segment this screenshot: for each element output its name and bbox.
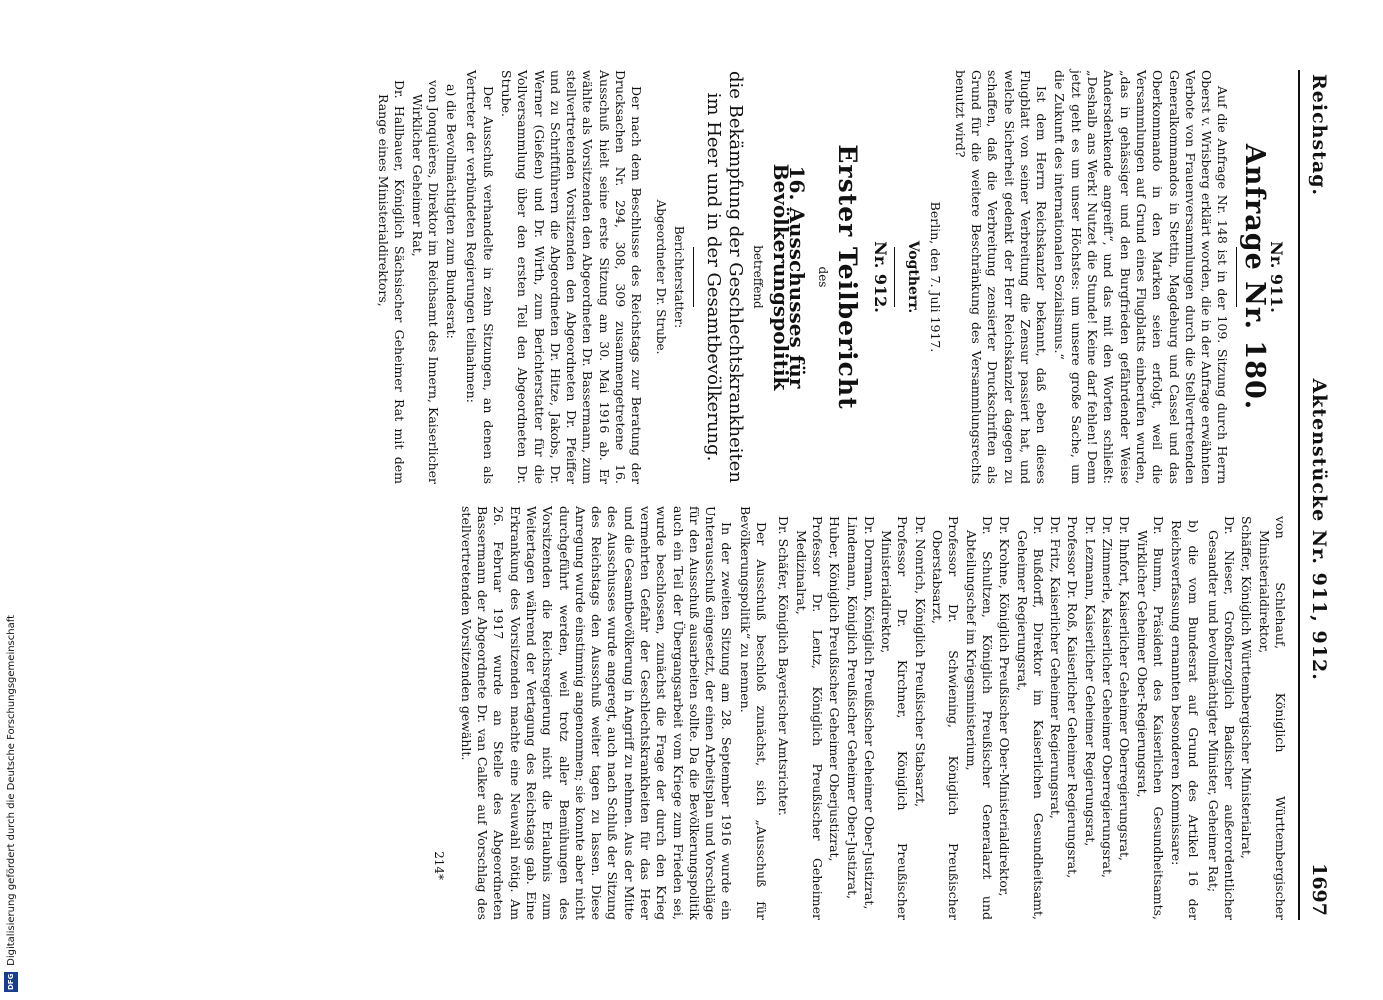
committee-title: 16. Ausschusses für Bevölkerungspolitik <box>768 163 809 391</box>
list-item: von Schlehauf, Königlich Württembergischer Ministerialdirektor, <box>1256 516 1288 920</box>
list-item: Dr. Hallbauer, Königlich Sächsischer Geheimer Rat mit dem Range eines Ministerialdirektors, <box>375 80 408 484</box>
nr-911-heading: Nr. 911. <box>1267 241 1286 313</box>
list-item: Dr. Krohne, Königlich Preußischer Ober-Ministerialdirektor, <box>997 516 1013 897</box>
list-item: von Jonquières, Direktor im Reichsamt des Innern, Kaiserlicher Wirklicher Geheimer Rat, <box>409 80 441 484</box>
anfrage-title: Anfrage Nr. 180. <box>1238 143 1270 411</box>
divider <box>1236 247 1237 307</box>
page-header <box>1298 70 1330 920</box>
report-subject: die Bekämpfung der Geschlechtskrankheiten im Heer und in der Gesamtbevölkerung. <box>702 70 746 484</box>
dfg-credit-strip <box>0 0 22 1000</box>
list-item: Dr. Fritz, Kaiserlicher Geheimer Regierungsrat, <box>1048 516 1064 819</box>
list-item: Schäffer, Königlich Württembergischer Ministerialrat, <box>1239 516 1255 859</box>
anfrage-text: Auf die Anfrage Nr. 148 ist in der 109. Sitzung durch Herrn Oberst v. Wrisberg erklärt worden, die in der Anfrage erwähnten Verbote von Frauenversammlungen durch die Stellvertretenden Generalkommandos in Stettin, Magdeburg und Cassel und das Oberkommando in den Marken seien erfolgt, weil die Versammlungen auf Grund eines Flugblatts einberufen wurden, „das in gehässiger und den Burgfrieden gefährdender Weise Andersdenkende angreift“, und das mit den Worten schließt: „Deshalb ans Werk! Nutzet die Stunde! Keine darf fehlen! Denn jetzt geht es um unser Höchstes: um unsere große Sache, um die Zukunft des internationalen Sozialismus.“ <box>1052 70 1231 484</box>
two-column-body <box>374 70 1298 920</box>
list-item: Dr. Zimmerle, Kaiserlicher Geheimer Oberregierungsrat, <box>1100 516 1116 878</box>
dateline: Berlin, den 7. Juli 1917. <box>928 201 944 353</box>
list-item: Dr. Lezmann, Kaiserlicher Geheimer Regierungsrat, <box>1082 516 1098 847</box>
report-title: Erster Teilbericht <box>833 144 863 410</box>
list-item: Dr. Bumm, Präsident des Kaiserlichen Gesundheitsamts, Wirklicher Geheimer Ober-Regierungsrat, <box>1134 516 1166 920</box>
list-item: Dr. Nonrich, Königlich Preußischer Stabsarzt, <box>912 516 928 808</box>
body-paragraph: Der nach dem Beschlusse des Reichstags zur Beratung der Drucksachen Nr. 294, 308, 309 zusammengetretene 16. Ausschuß hielt seine erste Sitzung am 30. Mai 1916 ab. Er wählte als Vorsitzenden den Abgeordneten Dr. Bassermann, zum stellvertretenden Vorsitzenden den Abgeordneten Dr. Pfeiffer und zu Schriftführern die Abgeordneten Dr. Hitze, Jakobs, Dr. Werner (Gießen) und Dr. Wirth, zum Berichterstatter für die Vollversammlung über den ersten Teil den Abgeordneten Dr. Strube. <box>499 70 645 484</box>
header-page-number: 1697 <box>1308 863 1330 916</box>
list-item: Professor Dr. Schwiening, Königlich Preußischer Oberstabsarzt, <box>930 516 962 920</box>
list-heading-a: a) die Bevollmächtigten zum Bundesrat: <box>444 84 460 339</box>
rapporteur-name: Abgeordneter Dr. Strube. <box>653 199 668 355</box>
divider <box>693 247 694 307</box>
dfg-logo-icon: DFG <box>4 972 18 992</box>
body-paragraph: In der zweiten Sitzung am 28. September 1916 wurde ein Unterausschuß eingesetzt, der einen Arbeitsplan und Vorschläge für den Ausschuß ausarbeiten sollte. Da die Bevölkerungspolitik auch ein Teil der Übergangsarbeit vom Kriege zum Frieden sei, wurde beschlossen, zunächst die Frage der durch den Krieg vermehrten Gefahr der Geschlechtskrankheiten für das Heer und die Gesamtbevölkerung in Angriff zu nehmen. Aus der Mitte des Ausschusses wurde angeregt, auch nach Schluß der Sitzung des Reichstags den Ausschuß weiter tagen zu lassen. Diese Anregung wurde einstimmig angenommen; sie konnte aber nicht durchgeführt werden, weil trotz aller Bemühungen des Vorsitzenden die Reichsregierung nicht die Erlaubnis zum Weitertagen während der Vertagung des Reichstags gab. Eine Erkrankung des Vorsitzenden machte eine Neuwahl nötig. Am 26. Februar 1917 wurde an Stelle des Abgeordneten Bassermann der Abgeordnete Dr. van Calker auf Vorschlag des stellvertretenden Vorsitzenden gewählt. <box>458 506 735 920</box>
header-reichstag: Reichstag. <box>1308 74 1330 197</box>
body-paragraph: Der Ausschuß beschloß zunächst, sich „Ausschuß für Bevölkerungspolitik“ zu nennen. <box>737 506 770 920</box>
anfrage-question: Ist dem Herrn Reichskanzler bekannt, daß eben dieses Flugblatt von seiner Verbreitung die Zensur passiert hat, und welche Sicherheit gedenkt der Herr Reichskanzler dagegen zu schaffen, daß die Verbreitung zensierter Druckschriften als Grund für die weitere Beschränkung des Versammlungsrechts benutzt wird? <box>952 70 1050 484</box>
body-paragraph: Der Ausschuß verhandelte in zehn Sitzungen, an denen als Vertreter der verbündeten Regierungen teilnahmen: <box>464 70 496 484</box>
betreffend-label: betreffend <box>751 245 766 309</box>
signatory: Vogtherr. <box>905 240 922 314</box>
des-label: des <box>816 266 831 288</box>
list-item: Dr. Bußdorff, Direktor im Kaiserlichen Gesundheitsamt, Geheimer Regierungsrat, <box>1014 516 1046 920</box>
divider <box>894 247 895 307</box>
list-item: Professor Dr. Kirchner, Königlich Preußischer Ministerialdirektor, <box>879 516 911 920</box>
list-heading-b: b) die vom Bundesrat auf Grund des Artikel 16 der Reichsverfassung ernannten besonderen Kommissare: <box>1169 520 1201 920</box>
list-item: Huber, Königlich Preußischer Geheimer Oberjustizrat, <box>827 516 843 862</box>
rapporteur-label: Berichterstatter: <box>671 225 686 329</box>
right-column <box>374 506 1288 920</box>
document-page <box>180 70 1330 920</box>
list-item: Dr. Schultzen, Königlich Preußischer Generalarzt und Abteilungschef im Kriegsministerium, <box>963 516 995 920</box>
digitization-credit: Digitalisierung gefördert durch die Deutsche Forschungsgemeinschaft <box>5 615 17 966</box>
list-item: Dr. Schäfer, Königlich Bayerischer Amtsrichter. <box>776 516 792 817</box>
list-item: Dr. Dormann, Königlich Preußischer Geheimer Ober-Justizrat, <box>861 516 877 910</box>
signature-mark: 214* <box>432 851 447 880</box>
list-item: Professor Dr. Roß, Kaiserlicher Geheimer Regierungsrat, <box>1065 516 1081 879</box>
header-aktenstuecke: Aktenstücke Nr. 911, 912. <box>1308 378 1330 681</box>
list-item: Professor Dr. Lentz, Königlich Preußischer Geheimer Medizinalrat, <box>793 516 825 920</box>
nr-912-heading: Nr. 912. <box>870 241 890 313</box>
left-column <box>374 70 1288 484</box>
list-item: Dr. Nieser, Großherzoglich Badischer außerordentlicher Gesandter und bevollmächtigter Minister, Geheimer Rat; <box>1205 516 1238 920</box>
list-item: Dr. Ihnfort, Kaiserlicher Geheimer Oberregierungsrat, <box>1117 516 1133 862</box>
list-item: Lindemann, Königlich Preußischer Geheimer Ober-Justizrat, <box>844 516 860 900</box>
